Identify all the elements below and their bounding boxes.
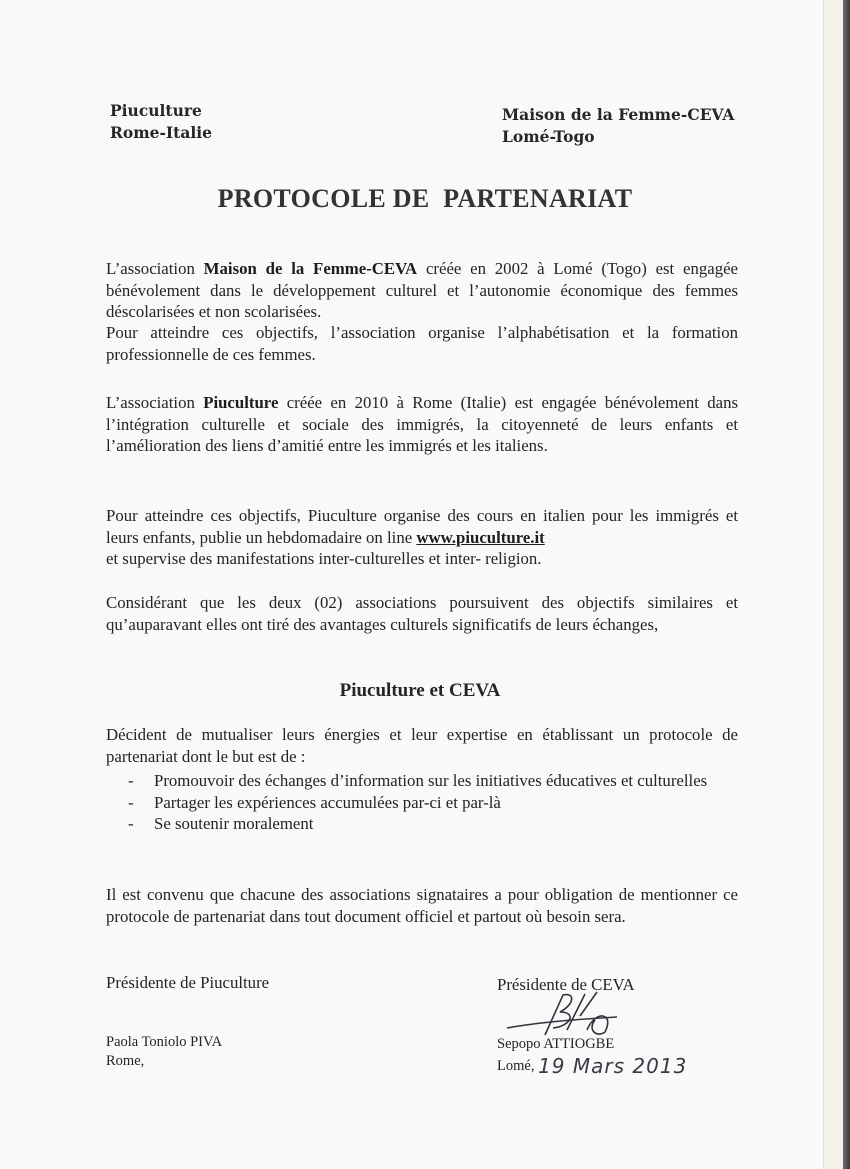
paragraph-piuculture-intro xyxy=(106,392,738,457)
handwritten-date: 19 Mars 2013 xyxy=(538,1054,688,1078)
goal-item xyxy=(128,792,738,814)
header-left xyxy=(110,100,212,144)
goal-text: Promouvoir des échanges d’information sur les initiatives éducatives et culturelles xyxy=(154,771,708,790)
signatory-right-place-date xyxy=(497,1054,687,1076)
paragraph-ceva-intro xyxy=(106,258,738,323)
header-right-location: Lomé-Togo xyxy=(502,127,595,146)
document-title-text: PROTOCOLE DE PARTENARIAT xyxy=(217,184,633,213)
text: créée en 2010 à Rome (Italie) est engagée bénévolement dans l’intégration culturelle et sociale des immigrés, la citoyenneté de leurs enfants et l’amélioration des liens d’amitié entre les immigrés et les italiens. xyxy=(106,393,738,456)
goal-text: Se soutenir moralement xyxy=(154,814,314,834)
signatory-right-title: Présidente de CEVA xyxy=(497,975,635,994)
header-left-org: Piuculture xyxy=(110,101,202,120)
header-right xyxy=(502,104,734,148)
org-name-piuculture: Piuculture xyxy=(203,393,279,412)
signatory-left-title: Présidente de Piuculture xyxy=(106,973,270,992)
goal-text: Partager les expériences accumulées par-ci et par-là xyxy=(154,792,501,812)
document-title xyxy=(0,184,850,214)
text: L’association xyxy=(106,393,204,412)
header-right-org: Maison de la Femme-CEVA xyxy=(502,105,735,124)
paragraph-decision: Décident de mutualiser leurs énergies et leur expertise en établissant un protocole de partenariat dont le but est de : xyxy=(106,725,738,766)
text: L’association xyxy=(106,259,204,278)
header-left-location: Rome-Italie xyxy=(110,123,213,142)
scanner-border xyxy=(843,0,850,1169)
dash-bullet-icon: - xyxy=(128,792,134,812)
text: Pour atteindre ces objectifs, Piuculture organise des cours en italien pour les immigrés et leurs enfants, publie un hebdomadaire on line xyxy=(106,506,738,547)
parties-heading: Piuculture et CEVA xyxy=(339,680,501,701)
paragraph-considering: Considérant que les deux (02) associations poursuivent des objectifs similaires et qu’auparavant elles ont tiré des avantages culturels significatifs de leurs échanges, xyxy=(106,593,738,634)
org-name-ceva: Maison de la Femme-CEVA xyxy=(203,259,418,278)
paragraph-ceva-objectives: Pour atteindre ces objectifs, l’association organise l’alphabétisation et la formation professionnelle de ces femmes. xyxy=(106,323,738,364)
signatory-right-place: Lomé, xyxy=(497,1058,535,1074)
dash-bullet-icon: - xyxy=(128,771,134,790)
website-link[interactable]: www.piuculture.it xyxy=(416,527,545,547)
goals-list xyxy=(128,770,738,835)
goal-item xyxy=(128,770,738,792)
signatory-right-name: Sepopo ATTIOGBE xyxy=(497,1036,615,1052)
dash-bullet-icon: - xyxy=(128,814,134,834)
paragraph-obligation: Il est convenu que chacune des associations signataires a pour obligation de mentionner ce protocole de partenariat dans tout document officiel et partout où besoin sera. xyxy=(106,885,738,926)
page-edge-strip xyxy=(823,0,844,1169)
text: créée en 2002 à Lomé (Togo) est engagée bénévolement dans le développement culturel et l’autonomie économique des femmes déscolarisées et non scolarisées. xyxy=(106,259,738,322)
text: et supervise des manifestations inter-culturelles et inter- religion. xyxy=(106,549,542,569)
paragraph-piuculture-objectives xyxy=(106,505,738,570)
signatory-left-name: Paola Toniolo PIVA xyxy=(106,1034,223,1050)
goal-item xyxy=(128,813,738,835)
signatory-left-place: Rome, xyxy=(106,1053,145,1069)
